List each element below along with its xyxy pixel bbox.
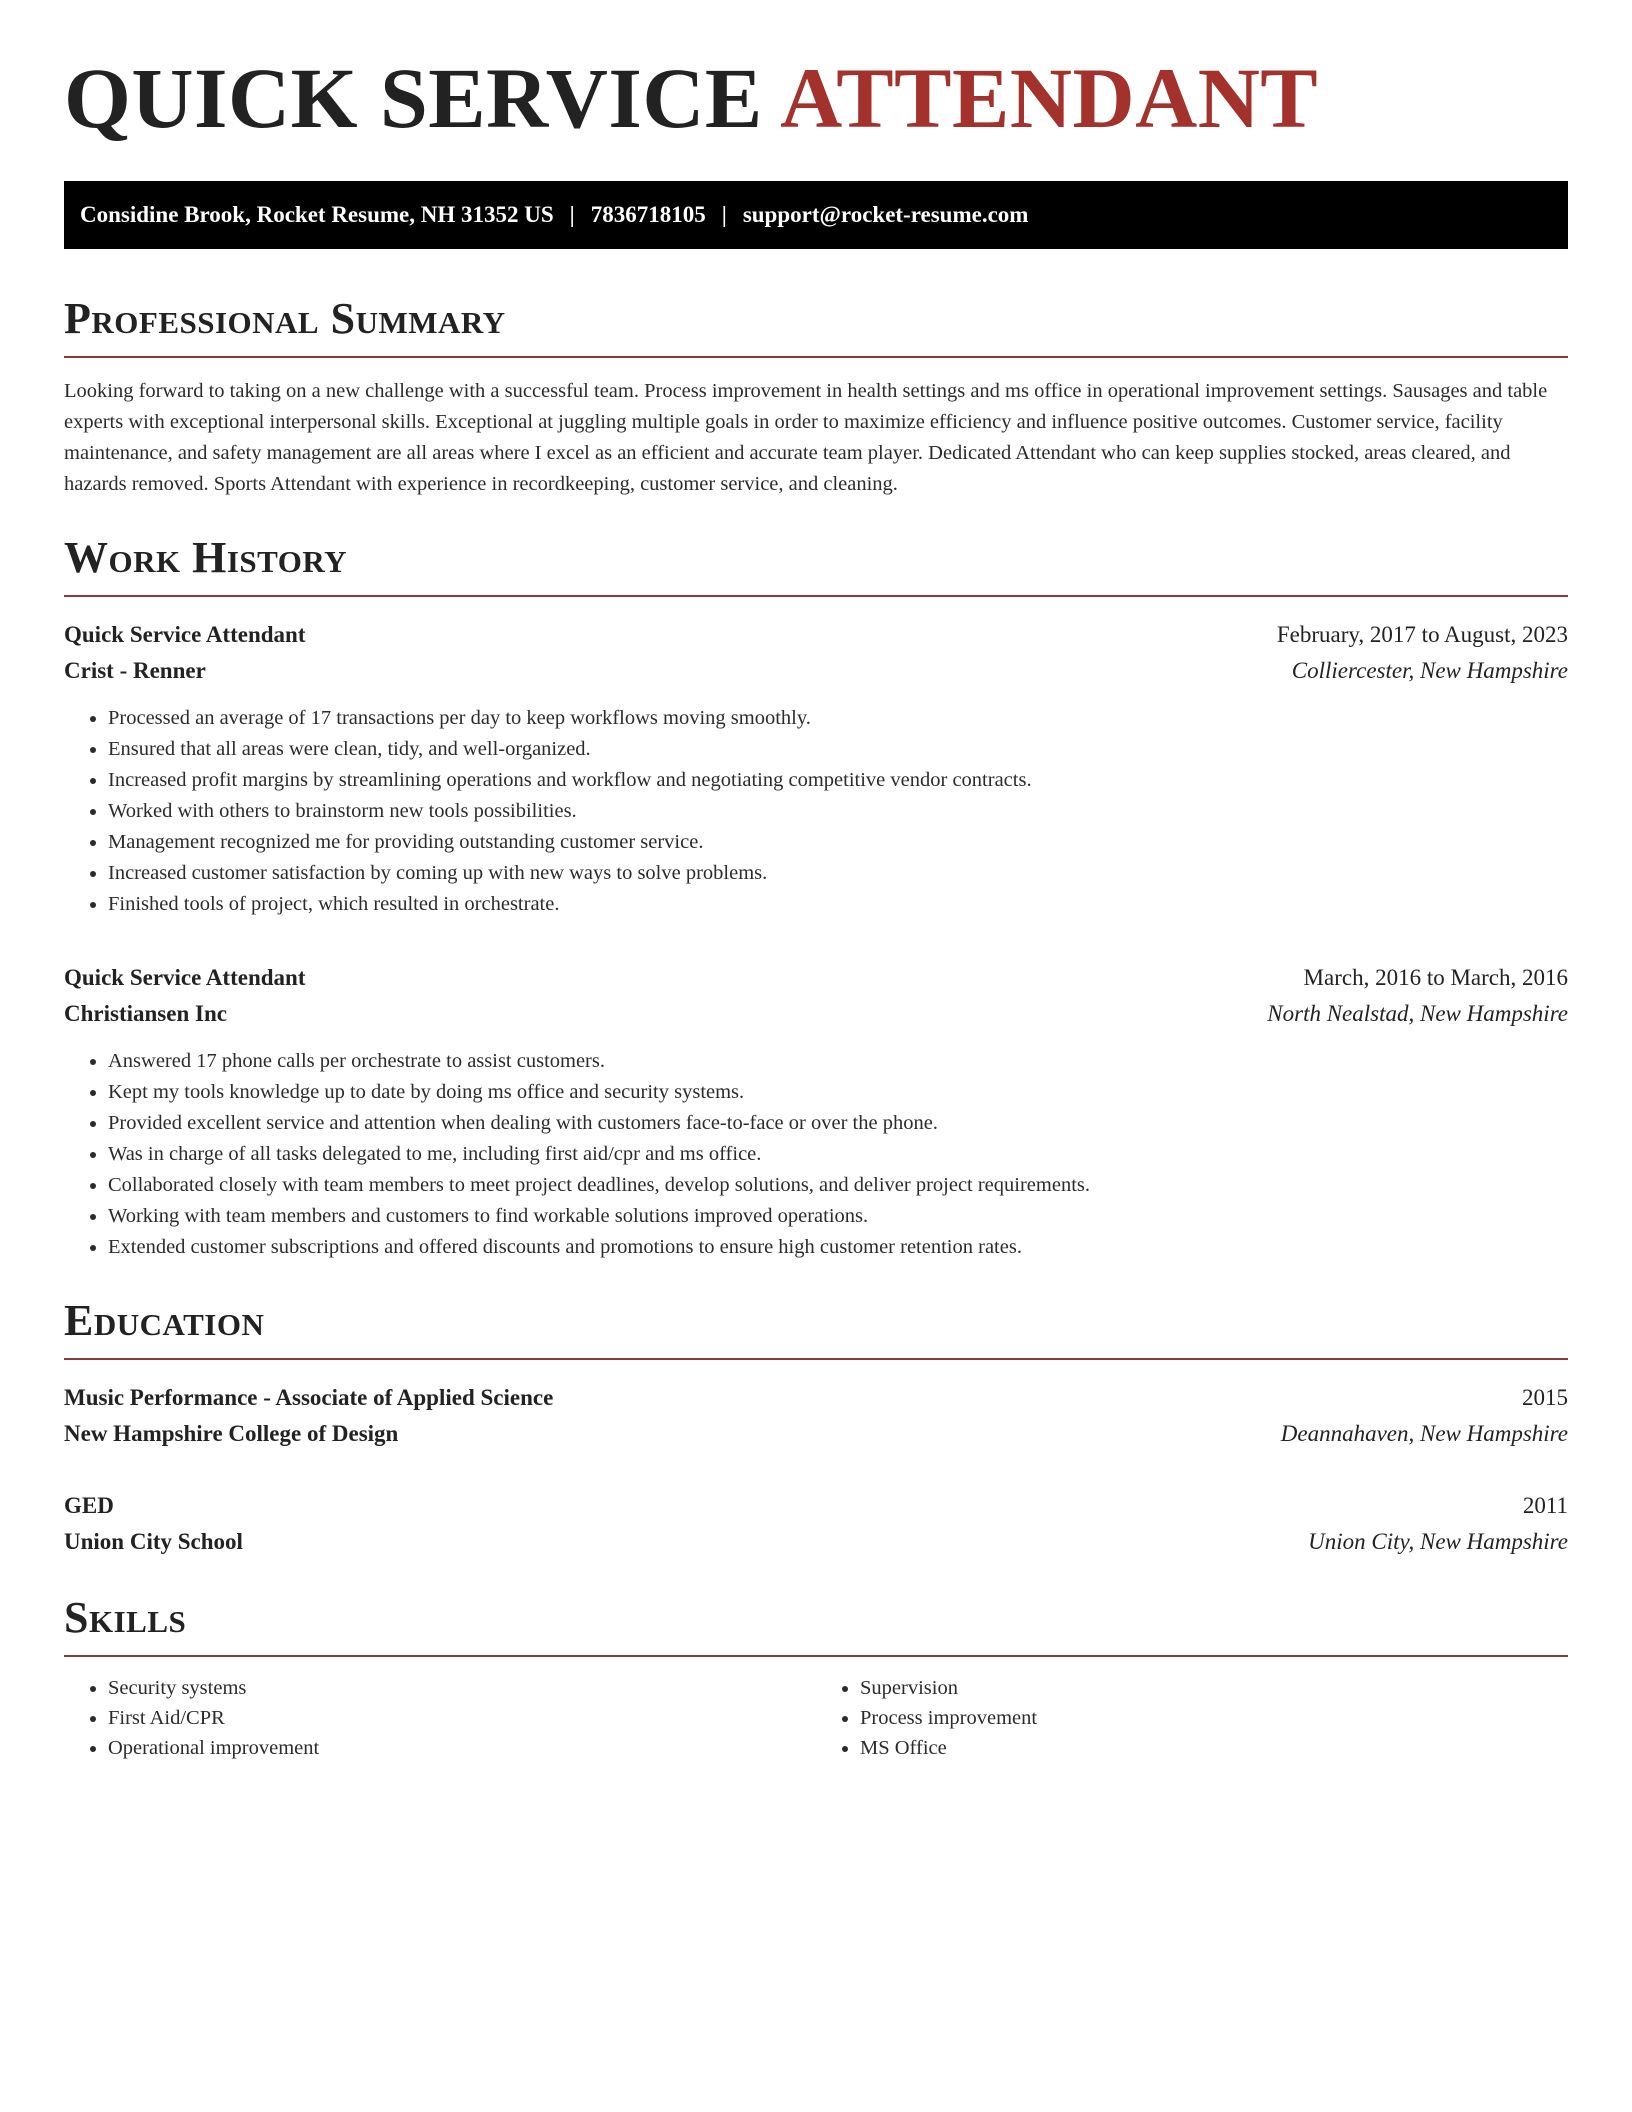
education-heading: Education <box>64 1296 265 1345</box>
education-school: Union City School <box>64 1529 243 1554</box>
contact-separator: | <box>569 202 575 227</box>
section-divider <box>64 356 1568 358</box>
skills-column-left <box>64 1673 816 1763</box>
job-entry <box>64 960 1568 1263</box>
title-part-2: ATTENDANT <box>780 50 1319 146</box>
job-company-row <box>64 653 1568 689</box>
education-year: 2011 <box>1522 1493 1568 1518</box>
list-item: • Was in charge of all tasks delegated to me, including first aid/cpr and ms office. <box>108 1139 1568 1170</box>
list-item: • Process improvement <box>860 1703 1568 1733</box>
job-entry <box>64 617 1568 920</box>
education-entry <box>64 1380 1568 1452</box>
list-item: • Collaborated closely with team members to meet project deadlines, develop solutions, and deliver project requirements. <box>108 1170 1568 1201</box>
list-item: • First Aid/CPR <box>108 1703 816 1733</box>
summary-heading: Professional Summary <box>64 294 506 343</box>
job-title: Quick Service Attendant <box>64 965 306 990</box>
list-item: • Processed an average of 17 transactions per day to keep workflows moving smoothly. <box>108 703 1568 734</box>
education-school-row <box>64 1416 1568 1452</box>
contact-bar <box>64 181 1568 249</box>
education-year: 2015 <box>1522 1385 1568 1410</box>
job-dates: February, 2017 to August, 2023 <box>1276 622 1568 647</box>
education-degree-row <box>64 1488 1568 1524</box>
list-item: • Supervision <box>860 1673 1568 1703</box>
job-title-row <box>64 617 1568 653</box>
list-item: • Operational improvement <box>108 1733 816 1763</box>
list-item: • Worked with others to brainstorm new tools possibilities. <box>108 796 1568 827</box>
section-divider <box>64 595 1568 597</box>
list-item: • Provided excellent service and attention when dealing with customers face-to-face or over the phone. <box>108 1108 1568 1139</box>
education-degree: GED <box>64 1493 114 1518</box>
education-school-row <box>64 1524 1568 1560</box>
education-entry <box>64 1488 1568 1560</box>
education-degree: Music Performance - Associate of Applied Science <box>64 1385 554 1410</box>
list-item: • Working with team members and customers to find workable solutions improved operations. <box>108 1201 1568 1232</box>
education-degree-row <box>64 1380 1568 1416</box>
skills-heading: Skills <box>64 1593 187 1642</box>
list-item: • Ensured that all areas were clean, tidy, and well-organized. <box>108 734 1568 765</box>
skills-column-right <box>816 1673 1568 1763</box>
job-title: Quick Service Attendant <box>64 622 306 647</box>
contact-address: Considine Brook, Rocket Resume, NH 31352 US <box>80 202 554 227</box>
list-item: • Answered 17 phone calls per orchestrate to assist customers. <box>108 1046 1568 1077</box>
list-item: • Increased profit margins by streamlining operations and workflow and negotiating competitive vendor contracts. <box>108 765 1568 796</box>
title-part-1: QUICK SERVICE <box>64 50 763 146</box>
section-divider <box>64 1655 1568 1657</box>
list-item: • Management recognized me for providing outstanding customer service. <box>108 827 1568 858</box>
job-company-row <box>64 996 1568 1032</box>
job-bullets <box>64 1046 1568 1263</box>
job-location: North Nealstad, New Hampshire <box>1267 1001 1568 1026</box>
section-divider <box>64 1358 1568 1360</box>
job-company: Crist - Renner <box>64 658 206 683</box>
skills-list <box>64 1673 1568 1763</box>
job-location: Colliercester, New Hampshire <box>1291 658 1568 683</box>
education-location: Union City, New Hampshire <box>1308 1529 1568 1554</box>
job-dates: March, 2016 to March, 2016 <box>1303 965 1568 990</box>
job-title-row <box>64 960 1568 996</box>
list-item: • MS Office <box>860 1733 1568 1763</box>
education-school: New Hampshire College of Design <box>64 1421 399 1446</box>
contact-separator: | <box>721 202 727 227</box>
job-bullets <box>64 703 1568 920</box>
resume-title <box>64 50 1568 146</box>
list-item: • Increased customer satisfaction by coming up with new ways to solve problems. <box>108 858 1568 889</box>
list-item: • Extended customer subscriptions and offered discounts and promotions to ensure high customer retention rates. <box>108 1232 1568 1263</box>
summary-text: Looking forward to taking on a new challenge with a successful team. Process improvement in health settings and ms office in operational improvement settings. Sausages and table experts with exceptional interpersonal skills. Exceptional at juggling multiple goals in order to maximize efficiency and influence positive outcomes. Customer service, facility maintenance, and safety management are all areas where I excel as an efficient and accurate team player. Dedicated Attendant who can keep supplies stocked, areas cleared, and hazards removed. Sports Attendant with experience in recordkeeping, customer service, and cleaning. <box>64 380 1548 495</box>
list-item: • Finished tools of project, which resulted in orchestrate. <box>108 889 1568 920</box>
work-history-heading: Work History <box>64 533 348 582</box>
job-company: Christiansen Inc <box>64 1001 227 1026</box>
contact-email: support@rocket-resume.com <box>742 202 1029 227</box>
list-item: • Security systems <box>108 1673 816 1703</box>
contact-phone: 7836718105 <box>590 202 706 227</box>
list-item: • Kept my tools knowledge up to date by doing ms office and security systems. <box>108 1077 1568 1108</box>
education-location: Deannahaven, New Hampshire <box>1280 1421 1568 1446</box>
